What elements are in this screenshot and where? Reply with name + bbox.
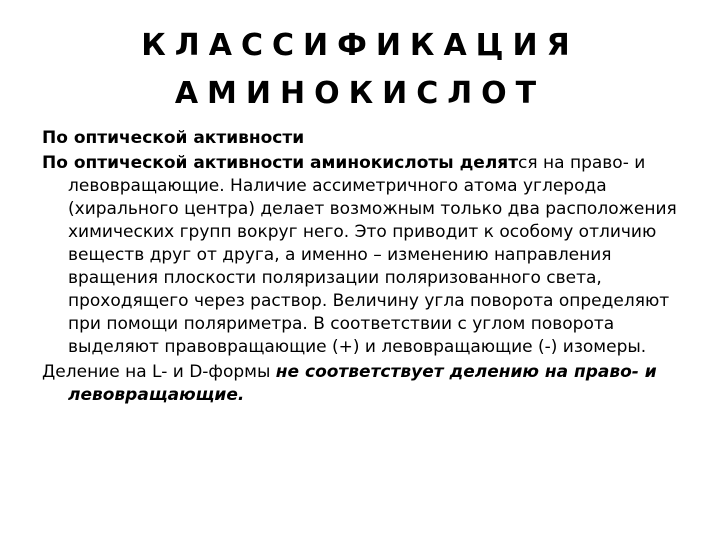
paragraph-optical-activity [42,152,682,359]
paragraph-ld-start: Деление на L- и D-формы [42,362,276,382]
title-line-2: АМИНОКИСЛОТ [174,76,546,111]
section-heading: По оптической активности [42,128,305,148]
paragraph-ld-forms [42,361,682,407]
paragraph-lead-bold: По оптической активности аминокислоты делят [42,153,519,173]
title-line-1: КЛАССИФИКАЦИЯ [141,28,579,63]
paragraph-ld-emphasis: не соответствует делению на право- и левовращающие. [68,362,657,405]
slide-body [42,127,682,409]
slide-title [0,22,720,118]
paragraph-body-text: ся на право- и левовращающие. Наличие ассиметричного атома углерода (хирального центра) делает возможным только два расположения химических групп вокруг него. Это приводит к особому отличию веществ друг от друга, а именно – изменению направления вращения плоскости поляризации поляризованного света, проходящего через раствор. Величину угла поворота определяют при помощи поляриметра. В соответствии с углом поворота выделяют правовращающие (+) и левовращающие (-) изомеры. [68,153,677,357]
